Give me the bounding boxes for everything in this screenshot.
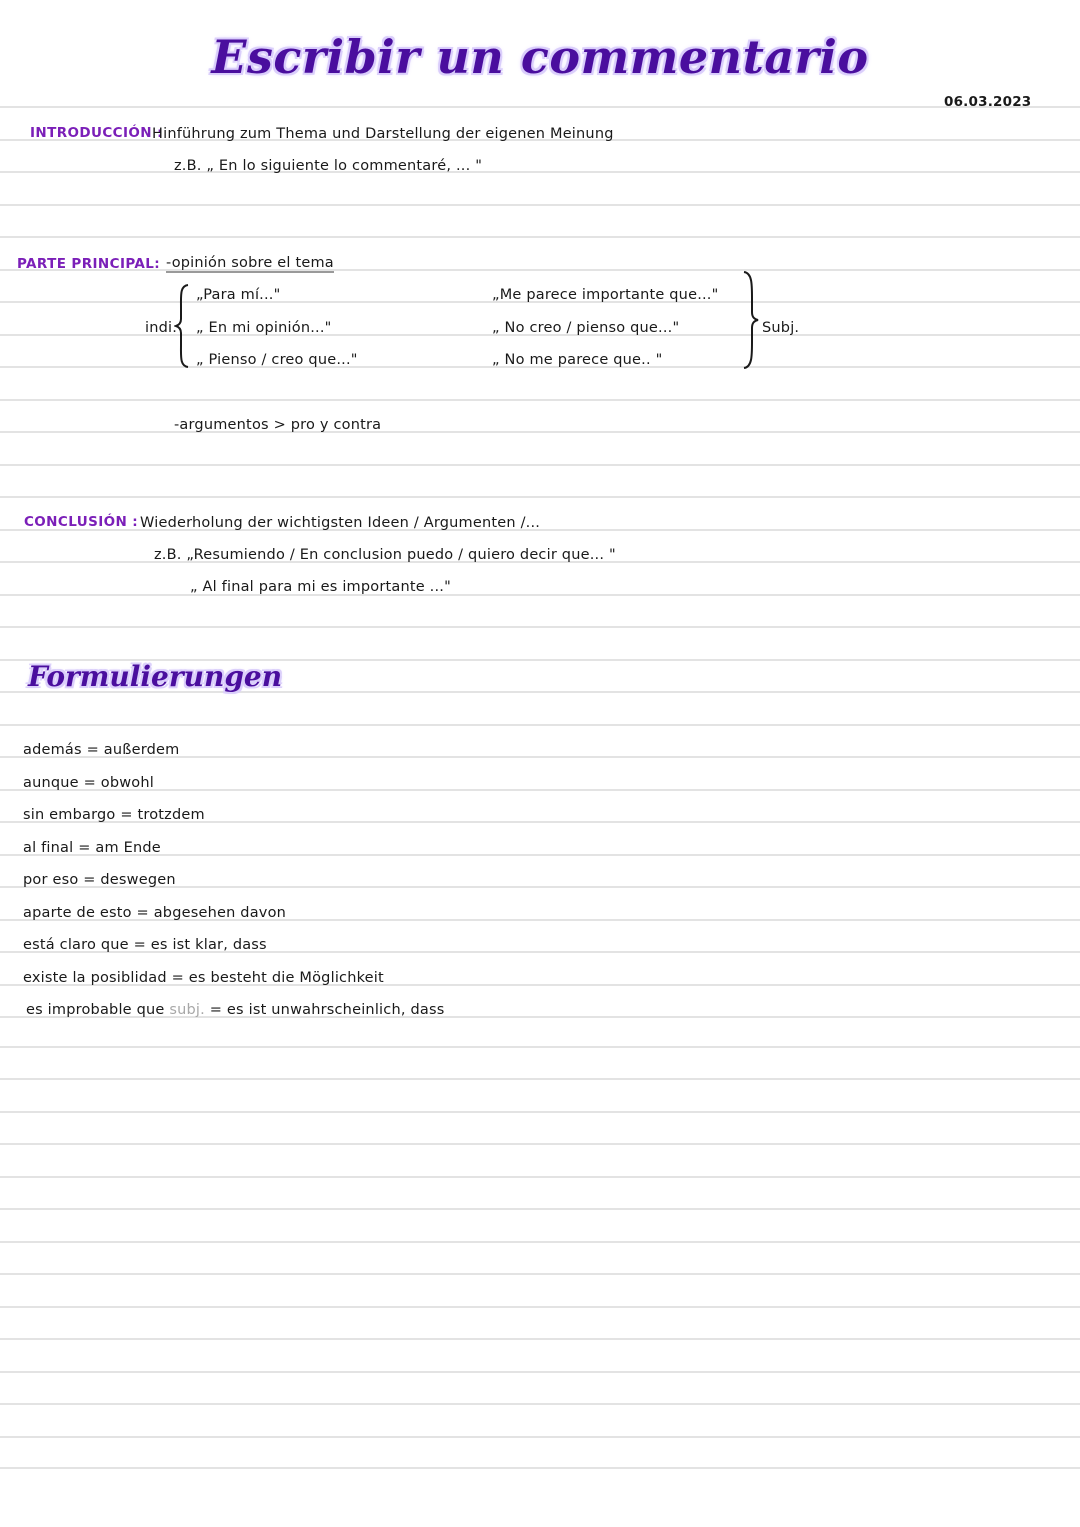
list-item: es improbable que subj. = es ist unwahrscheinlich, dass xyxy=(26,1002,445,1018)
indicativo-phrase: „Para mí..." xyxy=(196,287,281,303)
list-item: existe la posiblidad = es besteht die Möglichkeit xyxy=(23,970,384,986)
introduccion-text: Hinführung zum Thema und Darstellung der eigenen Meinung xyxy=(152,126,614,142)
conclusion-text: Wiederholung der wichtigsten Ideen / Argumenten /... xyxy=(140,515,541,531)
list-item: al final = am Ende xyxy=(23,840,161,856)
conclusion-example: z.B. „Resumiendo / En conclusion puedo / quiero decir que... " xyxy=(154,547,616,563)
conclusion-label: CONCLUSIÓN : xyxy=(24,514,139,530)
subjuntivo-phrase: „ No me parece que.. " xyxy=(492,352,663,368)
list-item: aunque = obwohl xyxy=(23,775,154,791)
subjuntivo-phrase: „ No creo / pienso que..." xyxy=(492,320,680,336)
list-item: por eso = deswegen xyxy=(23,872,176,888)
parte-principal-heading: -opinión sobre el tema xyxy=(166,255,334,271)
list-item: además = außerdem xyxy=(23,742,180,758)
list-item: está claro que = es ist klar, dass xyxy=(23,937,267,953)
indicativo-phrase: „ Pienso / creo que..." xyxy=(196,352,358,368)
indicativo-phrase: „ En mi opinión..." xyxy=(196,320,332,336)
left-brace-icon xyxy=(174,283,190,369)
right-brace-icon xyxy=(742,270,760,370)
date: 06.03.2023 xyxy=(944,94,1032,110)
argumentos: -argumentos > pro y contra xyxy=(174,417,382,433)
subjuntivo-phrase: „Me parece importante que..." xyxy=(492,287,719,303)
introduccion-label: INTRODUCCIÓN : xyxy=(30,125,163,141)
list-item: aparte de esto = abgesehen davon xyxy=(23,905,287,921)
parte-principal-label: PARTE PRINCIPAL: xyxy=(17,256,161,272)
subjuntivo-label: Subj. xyxy=(762,320,800,336)
page-title: Escribir un commentario xyxy=(211,30,869,84)
subjunctive-note: subj. xyxy=(169,1002,205,1018)
indicativo-label: indi. xyxy=(145,320,178,336)
conclusion-example: „ Al final para mi es importante ..." xyxy=(190,579,451,595)
list-item: sin embargo = trotzdem xyxy=(23,807,205,823)
introduccion-example: z.B. „ En lo siguiente lo commentaré, ... " xyxy=(174,158,483,174)
section-title-formulierungen: Formulierungen xyxy=(28,660,283,693)
